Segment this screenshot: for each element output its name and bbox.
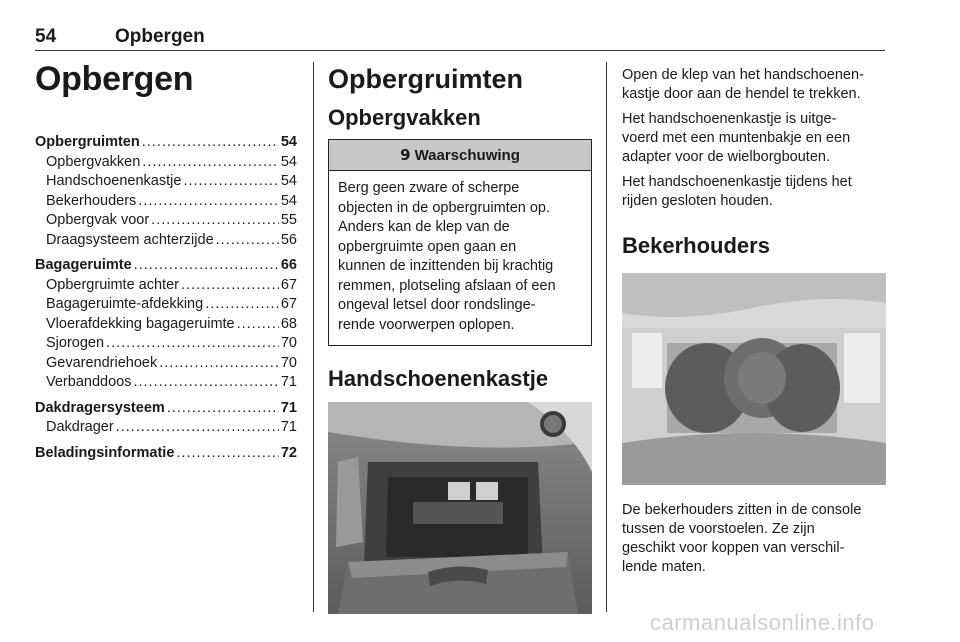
toc-entry	[35, 444, 297, 464]
toc-entry-label: Verbanddoos	[46, 374, 132, 390]
toc-entry-page: 66	[280, 257, 297, 273]
toc-column	[35, 60, 297, 463]
paragraph	[622, 173, 888, 211]
toc-entry-label: Sjorogen	[46, 335, 105, 351]
watermark: carmanualsonline.info	[650, 610, 875, 635]
warning-line: Anders kan de klep van de	[338, 219, 510, 235]
toc-entry-page: 72	[280, 444, 297, 461]
toc-leader-dots	[176, 444, 278, 464]
toc-entry	[35, 354, 297, 374]
paragraph-line: kastje door aan de hendel te trekken.	[622, 86, 861, 102]
toc-entry	[35, 192, 297, 212]
warning-line: Berg geen zware of scherpe	[338, 180, 520, 196]
toc-entry	[35, 334, 297, 354]
glovebox-text	[622, 66, 888, 211]
warning-line: kunnen de inzittenden bij krachtig	[338, 258, 554, 274]
caption-line: De bekerhouders zitten in de console	[622, 502, 862, 518]
paragraph-line: voerd met een muntenbakje en een	[622, 130, 851, 146]
warning-line: opbergruimte open gaan en	[338, 238, 517, 255]
paragraph-line: Open de klep van het handschoenen-	[622, 67, 864, 83]
subsection-title: Opbergvakken	[328, 105, 481, 130]
paragraph-line: Het handschoenenkastje tijdens het	[622, 174, 852, 190]
toc-entry-label: Bagageruimte-afdekking	[46, 296, 204, 312]
toc-entry	[35, 295, 297, 315]
toc-entry	[35, 276, 297, 296]
column-divider	[606, 62, 607, 612]
caption-line: lende maten.	[622, 559, 706, 575]
toc-entry-page: 54	[280, 173, 297, 189]
toc-entry-label: Bagageruimte	[35, 257, 132, 273]
column-divider	[313, 62, 314, 612]
toc-entry	[35, 172, 297, 192]
toc-entry	[35, 418, 297, 438]
toc-entry-page: 54	[280, 153, 297, 170]
toc-entry-label: Dakdragersysteem	[35, 399, 165, 416]
glovebox-photo	[328, 402, 592, 614]
toc-leader-dots	[181, 276, 279, 296]
paragraph-line: Het handschoenenkastje is uitge-	[622, 111, 837, 127]
toc-entry-page: 71	[280, 374, 297, 390]
toc-leader-dots	[183, 172, 278, 192]
warning-line: rende voorwerpen oplopen.	[338, 316, 515, 333]
toc-entry	[35, 315, 297, 335]
toc-entry-page: 56	[280, 231, 297, 248]
cupholder-caption	[622, 501, 888, 577]
toc-entry-label: Opbergvak voor	[46, 212, 150, 228]
toc-entry-page: 71	[280, 399, 297, 416]
toc-entry	[35, 133, 297, 153]
toc-entry-label: Vloerafdekking bagageruimte	[46, 315, 235, 332]
toc-entry-page: 54	[280, 134, 297, 150]
page-header	[35, 26, 885, 51]
toc-leader-dots	[237, 315, 279, 335]
toc-entry-label: Bekerhouders	[46, 192, 137, 209]
warning-line: objecten in de opbergruimten op.	[338, 199, 551, 216]
warning-icon: 9	[400, 146, 411, 164]
toc-entry-label: Handschoenenkastje	[46, 173, 182, 189]
warning-heading: Waarschuwing	[414, 146, 520, 164]
toc-entry	[35, 153, 297, 173]
content-column-2	[328, 60, 592, 614]
toc-leader-dots	[159, 354, 279, 374]
paragraph	[622, 66, 888, 104]
subsection-title-cupholders: Bekerhouders	[622, 233, 770, 258]
toc-leader-dots	[167, 399, 279, 419]
toc-entry-page: 70	[280, 354, 297, 371]
paragraph-line: adapter voor de wielborgbouten.	[622, 149, 830, 165]
cupholder-photo	[622, 273, 886, 485]
toc-leader-dots	[134, 256, 279, 276]
paragraph	[622, 110, 888, 167]
paragraph-line: rijden gesloten houden.	[622, 193, 773, 209]
toc-entry-page: 68	[280, 315, 297, 332]
warning-header	[329, 140, 591, 171]
toc-entry	[35, 399, 297, 419]
warning-box	[328, 139, 592, 346]
content-column-3	[622, 66, 888, 583]
toc-entry-label: Opbergvakken	[46, 153, 141, 170]
toc-leader-dots	[216, 231, 279, 251]
toc-leader-dots	[138, 192, 279, 212]
toc-entry-page: 67	[280, 276, 297, 293]
section-title: Opbergruimten	[328, 64, 524, 94]
toc-entry-label: Beladingsinformatie	[35, 444, 175, 461]
toc-entry	[35, 373, 297, 393]
toc-entry-page: 55	[280, 212, 297, 228]
toc-entry	[35, 256, 297, 276]
toc-leader-dots	[142, 133, 279, 153]
warning-text	[329, 171, 591, 345]
toc-leader-dots	[205, 295, 279, 315]
toc-entry-label: Dakdrager	[46, 419, 114, 435]
chapter-title: Opbergen	[35, 60, 194, 98]
warning-line: remmen, plotseling afslaan of een	[338, 277, 556, 294]
toc-leader-dots	[151, 211, 279, 231]
toc-entry-page: 67	[280, 296, 297, 312]
toc-leader-dots	[133, 373, 278, 393]
toc-entry-label: Draagsysteem achterzijde	[46, 231, 214, 248]
toc-entry-page: 54	[280, 192, 297, 209]
toc-entry-page: 71	[280, 419, 297, 435]
toc-entry-page: 70	[280, 335, 297, 351]
toc-entry	[35, 211, 297, 231]
toc-leader-dots	[106, 334, 279, 354]
toc-entry	[35, 231, 297, 251]
toc-leader-dots	[142, 153, 279, 173]
caption-line: geschikt voor koppen van verschil-	[622, 540, 845, 556]
running-title: Opbergen	[115, 26, 205, 47]
caption-line: tussen de voorstoelen. Ze zijn	[622, 521, 815, 537]
subsection-title-glovebox: Handschoenenkastje	[328, 366, 549, 391]
toc-entry-label: Gevarendriehoek	[46, 354, 158, 371]
toc-leader-dots	[116, 418, 279, 438]
toc-entry-label: Opbergruimten	[35, 134, 140, 150]
table-of-contents	[35, 133, 297, 463]
toc-entry-label: Opbergruimte achter	[46, 276, 179, 293]
page-number: 54	[35, 26, 57, 47]
warning-line: ongeval letsel door rondslinge-	[338, 297, 536, 313]
